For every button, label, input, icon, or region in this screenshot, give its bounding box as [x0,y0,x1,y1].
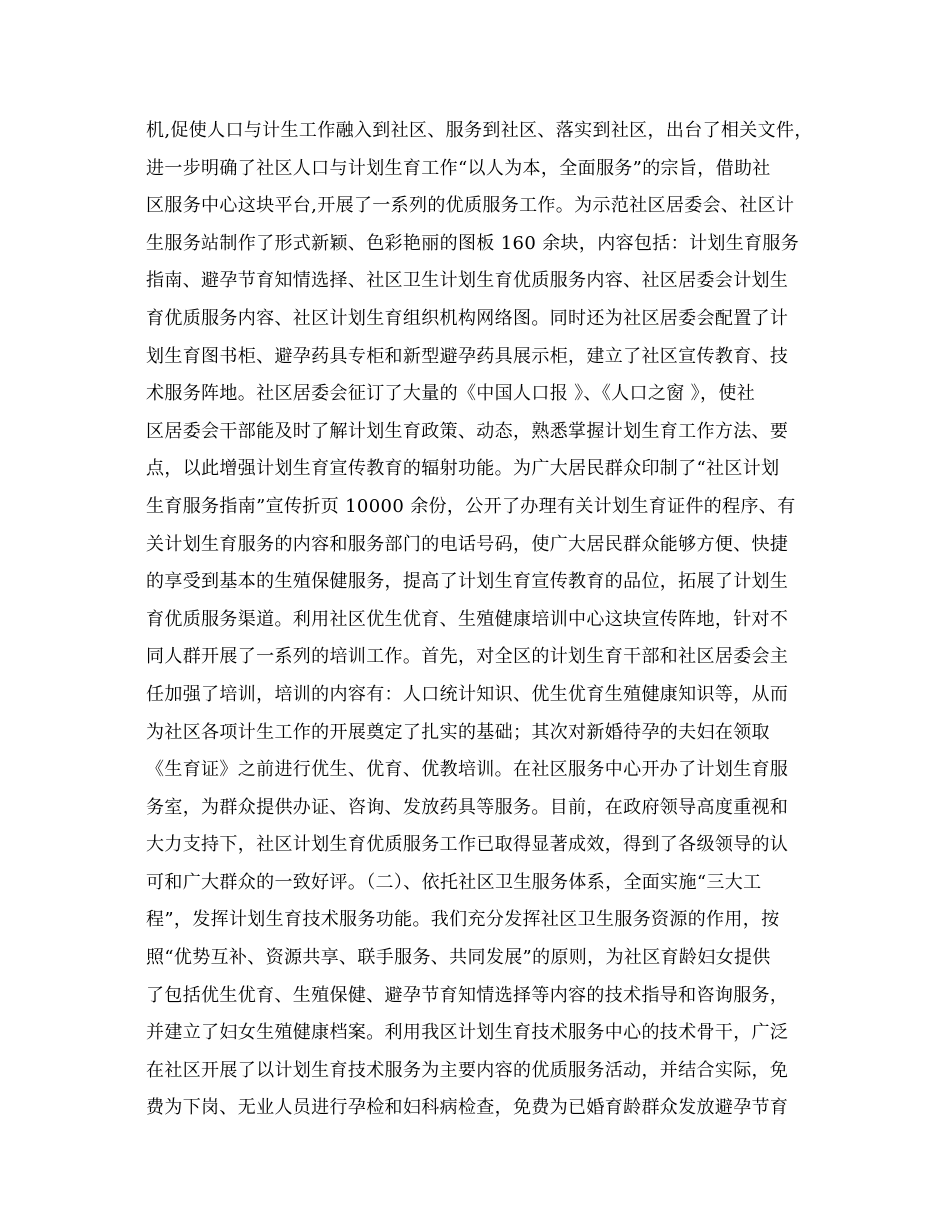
text-line: 为社区各项计生工作的开展奠定了扎实的基础；其次对新婚待孕的夫妇在领取 [146,721,770,743]
text-line: 费为下岗、无业人员进行孕检和妇科病检查，免费为已婚育龄群众发放避孕节育 [146,1097,789,1119]
text-line: 点，以此增强计划生育宣传教育的辐射功能。为广大居民群众印制了“社区计划 [146,458,780,480]
text-line: 区居委会干部能及时了解计划生育政策、动态，熟悉掌握计划生育工作方法、要 [146,420,789,442]
text-line: 进一步明确了社区人口与计划生育工作“以人为本，全面服务”的宗旨，借助社 [146,157,771,179]
text-line: 育优质服务内容、社区计划生育组织机构网络图。同时还为社区居委会配置了计 [146,307,789,329]
text-line: 术服务阵地。社区居委会征订了大量的《中国人口报 》、《人口之窗 》，使社 [146,383,756,405]
text-line: 《生育证》之前进行优生、优育、优教培训。在社区服务中心开办了计划生育服 [146,759,789,781]
text-line: 务室，为群众提供办证、咨询、发放药具等服务。目前，在政府领导高度重视和 [146,796,789,818]
text-line: 区服务中心这块平台,开展了一系列的优质服务工作。为示范社区居委会、社区计 [146,195,795,217]
text-line: 机,促使人口与计生工作融入到社区、服务到社区、落实到社区，出台了相关文件， [146,120,813,141]
text-line: 程”，发挥计划生育技术服务功能。我们充分发挥社区卫生服务资源的作用，按 [146,909,780,931]
text-line: 可和广大群众的一致好评。（二）、依托社区卫生服务体系，全面实施“三大工 [146,871,762,893]
text-line: 的享受到基本的生殖保健服务，提高了计划生育宣传教育的品位，拓展了计划生 [146,571,789,593]
text-line: 划生育图书柜、避孕药具专柜和新型避孕药具展示柜，建立了社区宣传教育、技 [146,345,789,367]
text-line: 任加强了培训，培训的内容有：人口统计知识、优生优育生殖健康知识等，从而 [146,683,789,705]
text-line: 并建立了妇女生殖健康档案。利用我区计划生育技术服务中心的技术骨干，广泛 [146,1022,789,1044]
text-line: 育优质服务渠道。利用社区优生优育、生殖健康培训中心这块宣传阵地，针对不 [146,608,789,630]
text-line: 大力支持下，社区计划生育优质服务工作已取得显著成效，得到了各级领导的认 [146,834,789,856]
text-line: 指南、避孕节育知情选择、社区卫生计划生育优质服务内容、社区居委会计划生 [146,270,789,292]
body-text [146,112,816,1127]
text-line: 了包括优生优育、生殖保健、避孕节育知情选择等内容的技术指导和咨询服务， [146,984,789,1006]
text-line: 生服务站制作了形式新颖、色彩艳丽的图板 160 余块，内容包括：计划生育服务 [146,232,800,254]
text-line: 生育服务指南”宣传折页 10000 余份，公开了办理有关计划生育证件的程序、有 [146,495,796,517]
text-line: 照“优势互补、资源共享、联手服务、共同发展”的原则，为社区育龄妇女提供 [146,947,771,969]
text-line: 同人群开展了一系列的培训工作。首先，对全区的计划生育干部和社区居委会主 [146,646,789,668]
text-line: 在社区开展了以计划生育技术服务为主要内容的优质服务活动，并结合实际，免 [146,1059,789,1081]
text-line: 关计划生育服务的内容和服务部门的电话号码，使广大居民群众能够方便、快捷 [146,533,789,555]
